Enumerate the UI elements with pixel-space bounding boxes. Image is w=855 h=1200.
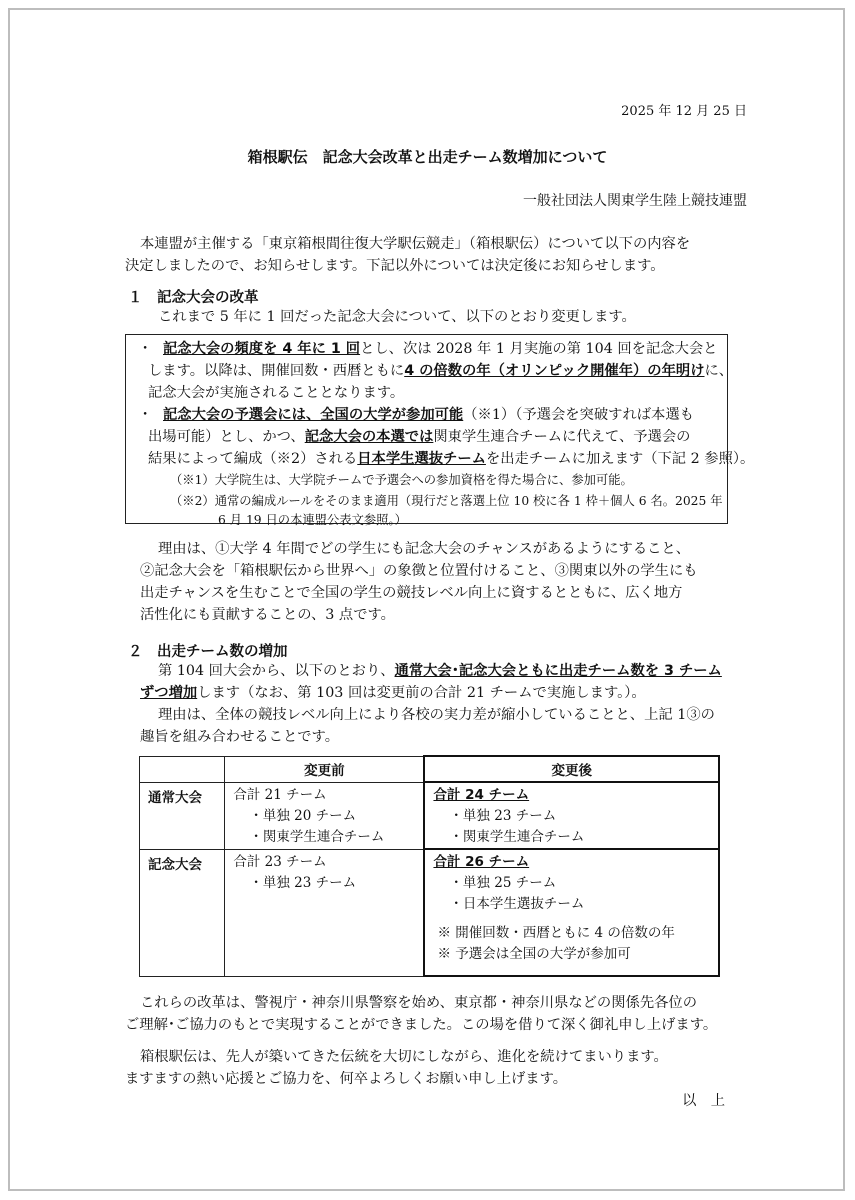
reason-line-3: 出走チャンスを生むことで全国の学生の競技レベル向上に資するとともに、広く地方 bbox=[140, 585, 683, 601]
col-header-after: 変更後 bbox=[424, 756, 719, 782]
box-bullet-2-l2-bold: 記念大会の本選では bbox=[304, 429, 434, 445]
box-bullet-2-l3-bold: 日本学生選抜チーム bbox=[357, 451, 486, 467]
table-row-regular bbox=[140, 782, 720, 849]
reason-line-2: ②記念大会を「箱根駅伝から世界へ」の象徴と位置付けること、③関東以外の学生にも bbox=[140, 563, 698, 579]
closing-end-mark: 以 上 bbox=[682, 1093, 725, 1109]
memorial-after-cell bbox=[424, 849, 719, 976]
intro-line-1: 本連盟が主催する「東京箱根間往復大学駅伝競走」（箱根駅伝）について以下の内容を bbox=[140, 236, 691, 252]
box-note-1: （※1）大学院生は、大学院チームで予選会への参加資格を得た場合に、参加可能。 bbox=[170, 473, 633, 487]
memorial-after-item-2: ・日本学生選抜チーム bbox=[449, 896, 585, 912]
section-2-line-2 bbox=[140, 682, 646, 704]
box-bullet-2-line-3 bbox=[148, 448, 754, 470]
comparison-table bbox=[139, 755, 720, 977]
document-date: 2025 年 12 月 25 日 bbox=[621, 104, 747, 119]
box-bullet-2-l2-b: 関東学生連合チームに代えて、予選会の bbox=[433, 429, 691, 445]
box-bullet-2-bold: 記念大会の予選会には、全国の大学が参加可能 bbox=[163, 407, 464, 423]
memorial-after-total: 合計 26 チーム bbox=[433, 854, 530, 870]
regular-after-item-1: ・単独 23 チーム bbox=[449, 808, 557, 824]
box-bullet-1-l2-bold: 4 の倍数の年（オリンピック開催年）の年明け bbox=[404, 363, 705, 379]
closing-line-1: これらの改革は、警視庁・神奈川県警察を始め、東京都・神奈川県などの関係先各位の bbox=[140, 995, 698, 1011]
box-bullet-1-line-2 bbox=[148, 360, 733, 382]
box-bullet-2: ・ bbox=[138, 407, 153, 423]
regular-before-item-2: ・関東学生連合チーム bbox=[249, 828, 385, 845]
section-2-line-1 bbox=[158, 660, 722, 682]
regular-after-total: 合計 24 チーム bbox=[433, 787, 530, 803]
regular-before-cell bbox=[225, 782, 425, 849]
memorial-after-note-2: ※ 予選会は全国の大学が参加可 bbox=[437, 946, 631, 962]
section-1-lead: これまで 5 年に 1 回だった記念大会について、以下のとおり変更します。 bbox=[158, 309, 636, 325]
memorial-before-cell bbox=[225, 849, 425, 976]
box-bullet-1-l2-a: します。以降は、開催回数・西暦ともに bbox=[148, 363, 405, 379]
box-bullet-2-text: （※1）（予選会を突破すれば本選も bbox=[463, 407, 694, 423]
box-note-2-line-2: 6 月 19 日の本連盟公表文参照。） bbox=[218, 513, 407, 527]
box-bullet-1-bold: 記念大会の頻度を 4 年に 1 回 bbox=[163, 341, 361, 357]
section-2-line-4: 趣旨を組み合わせることです。 bbox=[140, 729, 340, 745]
box-bullet-1-text: とし、次は 2028 年 1 月実施の第 104 回を記念大会と bbox=[360, 341, 718, 357]
reason-line-4: 活性化にも貢献することの、3 点です。 bbox=[140, 607, 395, 623]
section-2-l2-rest: します（なお、第 103 回は変更前の合計 21 チームで実施します。）。 bbox=[197, 685, 646, 701]
section-2-line-3: 理由は、全体の競技レベル向上により各校の実力差が縮小していることと、上記 1③の bbox=[158, 707, 715, 723]
issuer-name: 一般社団法人関東学生陸上競技連盟 bbox=[523, 193, 747, 209]
box-bullet-2-l2-a: 出場可能）とし、かつ、 bbox=[148, 429, 305, 445]
box-bullet-2-line-1 bbox=[163, 404, 694, 426]
section-2-l2-bold: ずつ増加 bbox=[140, 685, 198, 701]
box-bullet-2-l3-b: を出走チームに加えます（下記 2 参照）。 bbox=[485, 451, 755, 467]
memorial-before-total: 合計 23 チーム bbox=[233, 853, 327, 870]
memorial-after-item-1: ・単独 25 チーム bbox=[449, 875, 557, 891]
row-label-memorial: 記念大会 bbox=[140, 849, 225, 976]
box-bullet-2-line-2 bbox=[148, 426, 690, 448]
box-bullet-2-l3-a: 結果によって編成（※2）される bbox=[148, 451, 358, 467]
section-2-l1-a: 第 104 回大会から、以下のとおり、 bbox=[158, 663, 395, 679]
regular-after-item-2: ・関東学生連合チーム bbox=[449, 829, 585, 845]
regular-before-total: 合計 21 チーム bbox=[233, 786, 327, 803]
box-bullet-1-line-1 bbox=[163, 338, 717, 360]
reason-line-1: 理由は、①大学 4 年間でどの学生にも記念大会のチャンスがあるようにすること、 bbox=[158, 541, 691, 557]
box-bullet-1: ・ bbox=[138, 341, 153, 357]
section-2-heading: ２ 出走チーム数の増加 bbox=[128, 644, 288, 660]
row-label-regular: 通常大会 bbox=[140, 782, 225, 849]
closing-line-2: ご理解･ご協力のもとで実現することができました。この場を借りて深く御礼申し上げます。 bbox=[125, 1017, 718, 1033]
table-corner-cell bbox=[140, 756, 225, 782]
memorial-before-item-1: ・単独 23 チーム bbox=[249, 874, 357, 891]
regular-before-item-1: ・単独 20 チーム bbox=[249, 807, 357, 824]
box-note-2-line-1: （※2）通常の編成ルールをそのまま適用（現行だと落選上位 10 校に各 1 枠＋個人 6 名。2025 年 bbox=[170, 494, 723, 508]
intro-line-2: 決定しましたので、お知らせします。下記以外については決定後にお知らせします。 bbox=[125, 258, 665, 274]
box-bullet-1-l2-b: に、 bbox=[704, 363, 734, 379]
closing-line-4: ますますの熱い応援とご協力を、何卒よろしくお願い申し上げます。 bbox=[125, 1071, 568, 1087]
memorial-after-note-1: ※ 開催回数・西暦ともに 4 の倍数の年 bbox=[437, 925, 675, 941]
box-bullet-1-line-3: 記念大会が実施されることとなります。 bbox=[148, 385, 405, 401]
regular-after-cell bbox=[424, 782, 719, 849]
col-header-before: 変更前 bbox=[225, 756, 425, 782]
closing-line-3: 箱根駅伝は、先人が築いてきた伝統を大切にしながら、進化を続けてまいります。 bbox=[140, 1049, 668, 1065]
document-title: 箱根駅伝 記念大会改革と出走チーム数増加について bbox=[247, 148, 608, 166]
table-row-memorial bbox=[140, 849, 720, 976]
section-1-heading: １ 記念大会の改革 bbox=[128, 290, 259, 306]
section-2-l1-bold: 通常大会･記念大会ともに出走チーム数を 3 チーム bbox=[394, 663, 722, 679]
